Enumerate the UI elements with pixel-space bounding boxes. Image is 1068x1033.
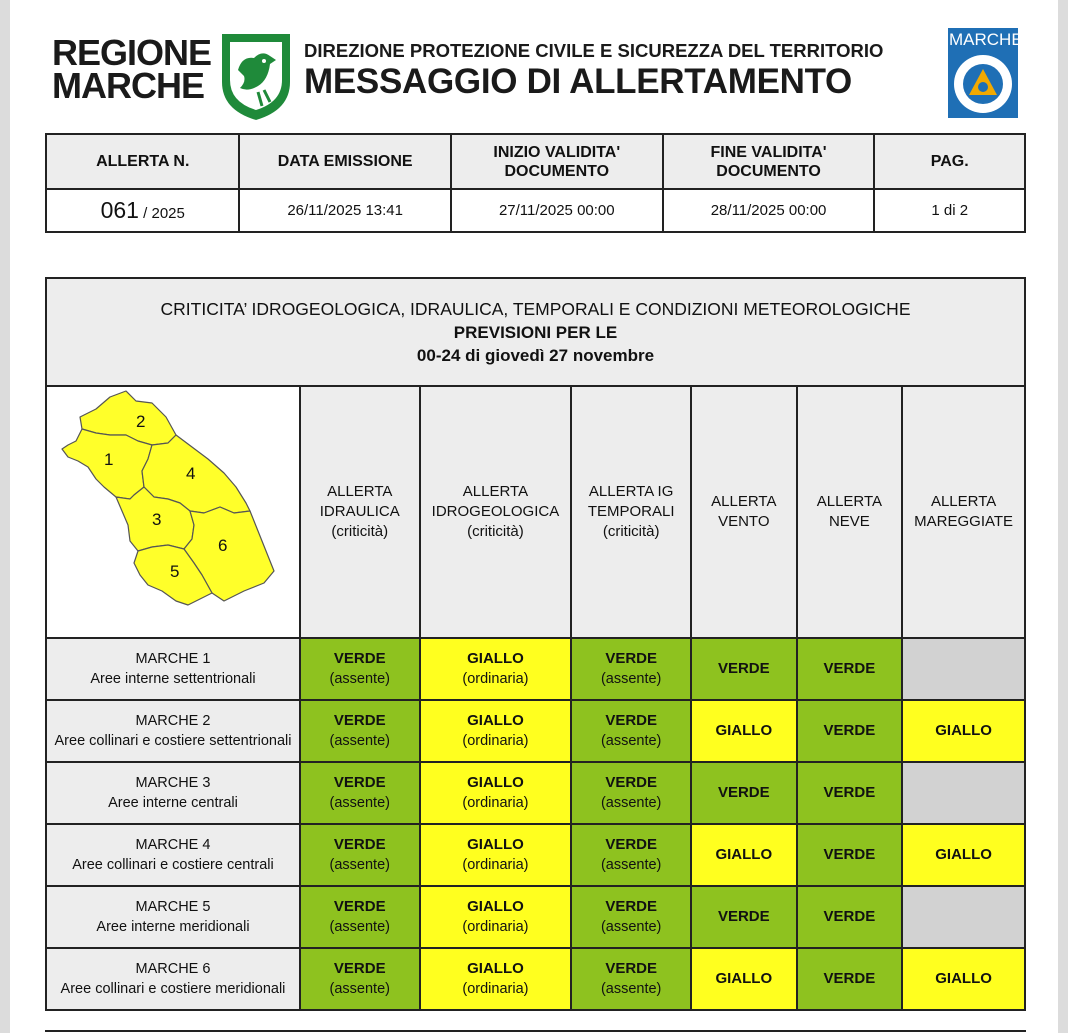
alert-level-cell (691, 824, 797, 886)
criticality-note: (assente) (600, 671, 662, 687)
zone-name: MARCHE 5 (135, 899, 211, 915)
alert-level-cell (691, 700, 797, 762)
map-label-1: 1 (103, 450, 114, 469)
alert-level: GIALLO (935, 722, 992, 739)
alert-bulletin-table (45, 277, 1026, 1011)
data-emissione-value: 26/11/2025 13:41 (239, 189, 450, 232)
alert-level-cell (902, 638, 1025, 700)
map-label-3: 3 (151, 510, 162, 529)
alert-level-cell (797, 700, 903, 762)
map-label-2: 2 (135, 412, 146, 431)
inizio-validita-value: 27/11/2025 00:00 (451, 189, 663, 232)
criticality-note: (ordinaria) (462, 981, 529, 997)
alert-level-cell (571, 824, 691, 886)
alert-level: GIALLO (715, 846, 773, 863)
allerta-number: 061 (100, 197, 139, 223)
alert-level-cell (420, 700, 572, 762)
alert-level-cell (902, 762, 1025, 824)
zone-row (46, 762, 1025, 824)
alert-level: GIALLO (935, 846, 992, 863)
alert-level-cell (420, 824, 572, 886)
alert-level: VERDE (605, 774, 657, 791)
zone-description: Aree interne meridionali (96, 919, 250, 935)
col-header-mareggiate-l1: ALLERTA (930, 493, 997, 510)
criticality-note: (assente) (600, 857, 662, 873)
col-header-mareggiate (902, 386, 1025, 638)
alert-level: VERDE (717, 908, 770, 925)
protezione-civile-logo-label: MARCHE (949, 30, 1023, 49)
criticality-note: (ordinaria) (462, 795, 529, 811)
alert-level: GIALLO (467, 960, 524, 977)
regione-marche-logo (52, 30, 304, 122)
criticality-note: (assente) (600, 919, 662, 935)
col-header-idraulica-l1: ALLERTA (327, 483, 393, 500)
fine-validita-value: 28/11/2025 00:00 (663, 189, 875, 232)
alert-level-cell (300, 948, 420, 1010)
allerta-number-cell (46, 189, 239, 232)
zone-name: MARCHE 6 (135, 961, 211, 977)
alert-level: GIALLO (467, 650, 524, 667)
criticality-note: (ordinaria) (462, 733, 529, 749)
col-header-idraulica-l2: IDRAULICA (319, 503, 400, 520)
zone-description: Aree collinari e costiere centrali (72, 857, 274, 873)
zone-name: MARCHE 2 (135, 713, 211, 729)
zone-name: MARCHE 1 (135, 651, 211, 667)
map-label-4: 4 (185, 464, 196, 483)
col-header-idraulica (300, 386, 420, 638)
header-pagina: PAG. (874, 134, 1025, 189)
alert-level-cell (691, 762, 797, 824)
alert-level: VERDE (605, 960, 657, 977)
alert-level: VERDE (717, 784, 770, 801)
alert-level-cell (797, 824, 903, 886)
zone-row (46, 948, 1025, 1010)
document-page (10, 0, 1058, 1033)
department-name: DIREZIONE PROTEZIONE CIVILE E SICUREZZA DEL TERRITORIO (304, 40, 884, 61)
alert-level: GIALLO (467, 836, 524, 853)
alert-level-cell (902, 700, 1025, 762)
bulletin-title (46, 278, 1025, 386)
criticality-note: (assente) (329, 671, 390, 687)
bottom-divider (45, 1030, 1026, 1032)
alert-level: GIALLO (467, 898, 524, 915)
alert-level: VERDE (605, 712, 657, 729)
criticality-note: (assente) (329, 857, 390, 873)
bulletin-title-line1: CRITICITA’ IDROGEOLOGICA, IDRAULICA, TEMPORALI E CONDIZIONI METEOROLOGICHE (160, 298, 911, 319)
criticality-note: (assente) (600, 981, 662, 997)
alert-level: VERDE (823, 970, 876, 987)
alert-level: VERDE (823, 784, 876, 801)
zone-description: Aree interne centrali (108, 795, 238, 811)
alert-level-cell (571, 638, 691, 700)
protezione-civile-logo (948, 28, 1023, 118)
logo-wordmark (52, 32, 212, 106)
info-values-row (46, 189, 1025, 232)
header-inizio-validita: INIZIO VALIDITA' DOCUMENTO (451, 134, 663, 189)
zone-name: MARCHE 3 (135, 775, 211, 791)
alert-level-cell (797, 638, 903, 700)
zone-name-cell (46, 638, 300, 700)
alert-level-cell (571, 700, 691, 762)
alert-level-cell (420, 886, 572, 948)
col-header-temporali-l2: TEMPORALI (587, 503, 675, 520)
alert-level: VERDE (333, 836, 386, 853)
col-header-mareggiate-l2: MAREGGIATE (914, 513, 1014, 530)
col-header-vento (691, 386, 797, 638)
alert-level-cell (300, 886, 420, 948)
alert-level-cell (420, 638, 572, 700)
allerta-year: / 2025 (143, 205, 185, 222)
col-header-temporali-l3: (criticità) (602, 523, 660, 540)
alert-level: GIALLO (935, 970, 992, 987)
alert-level: VERDE (717, 660, 770, 677)
criticality-note: (assente) (329, 981, 390, 997)
col-header-temporali-l1: ALLERTA IG (588, 483, 674, 500)
zone-name-cell (46, 886, 300, 948)
col-header-temporali (571, 386, 691, 638)
zone-description: Aree interne settentrionali (90, 671, 256, 687)
col-header-idrogeologica (420, 386, 572, 638)
criticality-note: (assente) (329, 919, 390, 935)
alert-level-cell (300, 638, 420, 700)
alert-level: GIALLO (467, 712, 524, 729)
zones-map-cell (46, 386, 300, 638)
alert-level: VERDE (823, 660, 876, 677)
alert-level: GIALLO (467, 774, 524, 791)
alert-level: VERDE (333, 774, 386, 791)
col-header-neve-l2: NEVE (828, 513, 870, 530)
col-header-neve (797, 386, 903, 638)
document-title: MESSAGGIO DI ALLERTAMENTO (304, 62, 852, 101)
col-header-idrogeologica-l3: (criticità) (467, 523, 524, 540)
col-header-idrogeologica-l2: IDROGEOLOGICA (431, 503, 560, 520)
alert-level: VERDE (333, 960, 386, 977)
alert-level: VERDE (605, 836, 657, 853)
criticality-note: (ordinaria) (462, 857, 529, 873)
bulletin-title-line2: PREVISIONI PER LE (453, 322, 618, 342)
alert-level: VERDE (823, 722, 876, 739)
marche-zones-map (48, 387, 298, 631)
col-header-neve-l1: ALLERTA (816, 493, 883, 510)
bulletin-title-row (46, 278, 1025, 386)
alert-level: GIALLO (715, 722, 773, 739)
map-label-5: 5 (169, 562, 180, 581)
zone-row (46, 886, 1025, 948)
zone-row (46, 824, 1025, 886)
alert-level-cell (797, 948, 903, 1010)
zone-name: MARCHE 4 (135, 837, 211, 853)
col-header-idrogeologica-l1: ALLERTA (462, 483, 529, 500)
header-allerta-n: ALLERTA N. (46, 134, 239, 189)
alert-level-cell (571, 948, 691, 1010)
criticality-note: (assente) (329, 733, 390, 749)
alert-level: VERDE (333, 712, 386, 729)
alert-level: VERDE (823, 908, 876, 925)
alert-level: VERDE (333, 898, 386, 915)
document-info-table (45, 133, 1026, 233)
criticality-note: (assente) (600, 795, 662, 811)
alert-level-cell (300, 700, 420, 762)
alert-level-cell (691, 638, 797, 700)
header-fine-validita: FINE VALIDITA' DOCUMENTO (663, 134, 875, 189)
criticality-note: (assente) (600, 733, 662, 749)
logo-line2: MARCHE (52, 65, 204, 106)
alert-level: VERDE (605, 898, 657, 915)
alert-level-cell (420, 762, 572, 824)
regional-emblem-icon (218, 30, 294, 122)
zone-row (46, 700, 1025, 762)
alert-level-cell (571, 886, 691, 948)
criticality-note: (ordinaria) (462, 671, 529, 687)
zone-name-cell (46, 948, 300, 1010)
bulletin-title-line3: 00-24 di giovedì 27 novembre (416, 345, 655, 365)
zone-row (46, 638, 1025, 700)
logo-line1: REGIONE (52, 32, 212, 73)
alert-level: VERDE (823, 846, 876, 863)
columns-header-row (46, 386, 1025, 638)
alert-level-cell (691, 886, 797, 948)
alert-level-cell (902, 886, 1025, 948)
col-header-vento-l1: ALLERTA (711, 493, 777, 510)
criticality-note: (ordinaria) (462, 919, 529, 935)
alert-level: VERDE (605, 650, 657, 667)
col-header-idraulica-l3: (criticità) (331, 523, 389, 540)
header-data-emissione: DATA EMISSIONE (239, 134, 450, 189)
criticality-note: (assente) (329, 795, 390, 811)
alert-level-cell (691, 948, 797, 1010)
zone-name-cell (46, 762, 300, 824)
alert-level: GIALLO (715, 970, 773, 987)
alert-level-cell (300, 824, 420, 886)
col-header-vento-l2: VENTO (718, 513, 770, 530)
alert-level-cell (420, 948, 572, 1010)
alert-level: VERDE (333, 650, 386, 667)
zone-description: Aree collinari e costiere meridionali (60, 981, 286, 997)
alert-level-cell (902, 824, 1025, 886)
alert-level-cell (797, 886, 903, 948)
civil-protection-emblem-icon (949, 51, 1017, 117)
alert-level-cell (902, 948, 1025, 1010)
zone-description: Aree collinari e costiere settentrionali (54, 733, 292, 749)
pagina-value: 1 di 2 (874, 189, 1025, 232)
map-label-6: 6 (217, 536, 228, 555)
alert-level-cell (797, 762, 903, 824)
zone-name-cell (46, 700, 300, 762)
alert-level-cell (571, 762, 691, 824)
alert-level-cell (300, 762, 420, 824)
info-header-row (46, 134, 1025, 189)
zone-name-cell (46, 824, 300, 886)
